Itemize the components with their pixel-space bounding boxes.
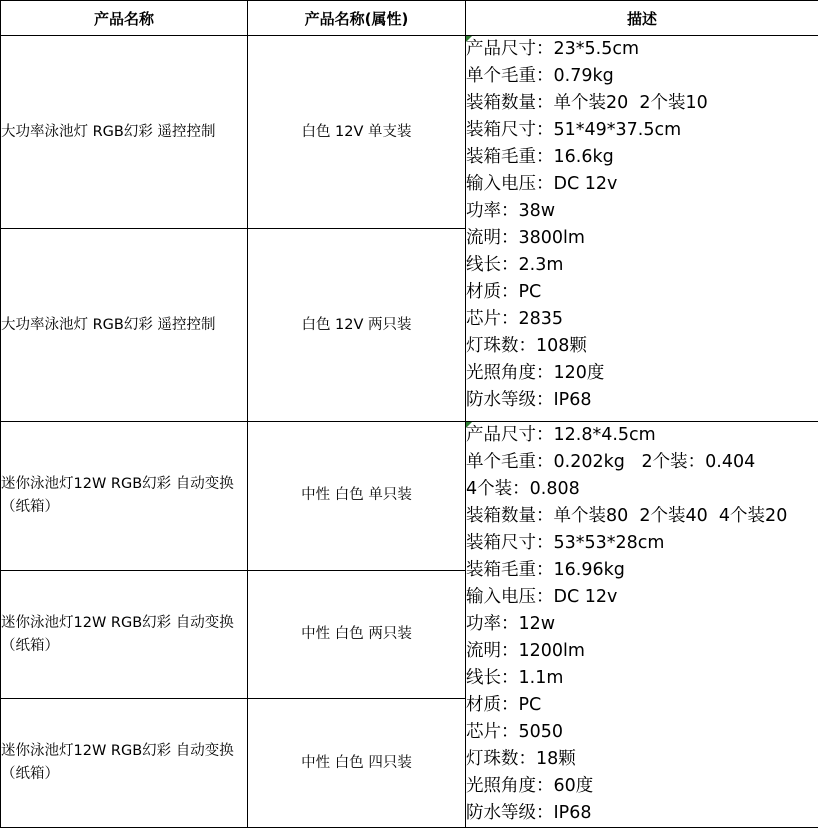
desc-line: 流明：1200lm — [466, 638, 818, 665]
product-attr-cell: 中性 白色 四只装 — [248, 699, 466, 828]
desc-line: 4个装：0.808 — [466, 476, 818, 503]
header-product-name: 产品名称 — [1, 1, 248, 36]
desc-line: 输入电压：DC 12v — [466, 171, 818, 198]
desc-line: 产品尺寸：12.8*4.5cm — [466, 422, 818, 449]
table-row — [1, 422, 818, 571]
desc-line: 材质：PC — [466, 692, 818, 719]
desc-line: 装箱毛重：16.96kg — [466, 557, 818, 584]
desc-line: 装箱数量：单个装80 2个装40 4个装20 — [466, 503, 818, 530]
product-name-cell: 迷你泳池灯12W RGB幻彩 自动变换（纸箱） — [1, 422, 248, 571]
desc-line: 线长：1.1m — [466, 665, 818, 692]
header-row — [1, 1, 818, 36]
desc-line: 灯珠数：18颗 — [466, 746, 818, 773]
desc-line: 输入电压：DC 12v — [466, 584, 818, 611]
desc-line: 单个毛重：0.202kg 2个装：0.404 — [466, 449, 818, 476]
product-name-cell: 迷你泳池灯12W RGB幻彩 自动变换（纸箱） — [1, 570, 248, 699]
desc-line: 材质：PC — [466, 279, 818, 306]
desc-line: 产品尺寸：23*5.5cm — [466, 36, 818, 63]
desc-line: 功率：12w — [466, 611, 818, 638]
product-attr-cell: 中性 白色 单只装 — [248, 422, 466, 571]
desc-line: 线长：2.3m — [466, 252, 818, 279]
product-name-cell: 大功率泳池灯 RGB幻彩 遥控控制 — [1, 36, 248, 229]
product-name-cell: 大功率泳池灯 RGB幻彩 遥控控制 — [1, 229, 248, 422]
product-name-cell: 迷你泳池灯12W RGB幻彩 自动变换（纸箱） — [1, 699, 248, 828]
header-product-attr: 产品名称(属性) — [248, 1, 466, 36]
product-attr-cell: 中性 白色 两只装 — [248, 570, 466, 699]
description-cell — [466, 36, 818, 422]
desc-line: 装箱毛重：16.6kg — [466, 144, 818, 171]
header-description: 描述 — [466, 1, 818, 36]
desc-line: 流明：3800lm — [466, 225, 818, 252]
desc-line: 灯珠数：108颗 — [466, 333, 818, 360]
desc-line: 光照角度：60度 — [466, 773, 818, 800]
product-attr-cell: 白色 12V 两只装 — [248, 229, 466, 422]
desc-line: 功率：38w — [466, 198, 818, 225]
table-row — [1, 36, 818, 229]
desc-line: 光照角度：120度 — [466, 360, 818, 387]
desc-line: 装箱尺寸：51*49*37.5cm — [466, 117, 818, 144]
desc-line: 芯片：2835 — [466, 306, 818, 333]
desc-line: 防水等级：IP68 — [466, 387, 818, 414]
desc-line: 芯片：5050 — [466, 719, 818, 746]
desc-line: 防水等级：IP68 — [466, 800, 818, 827]
desc-line: 装箱数量：单个装20 2个装10 — [466, 90, 818, 117]
desc-line: 装箱尺寸：53*53*28cm — [466, 530, 818, 557]
desc-line: 单个毛重：0.79kg — [466, 63, 818, 90]
description-cell — [466, 422, 818, 828]
product-attr-cell: 白色 12V 单支装 — [248, 36, 466, 229]
